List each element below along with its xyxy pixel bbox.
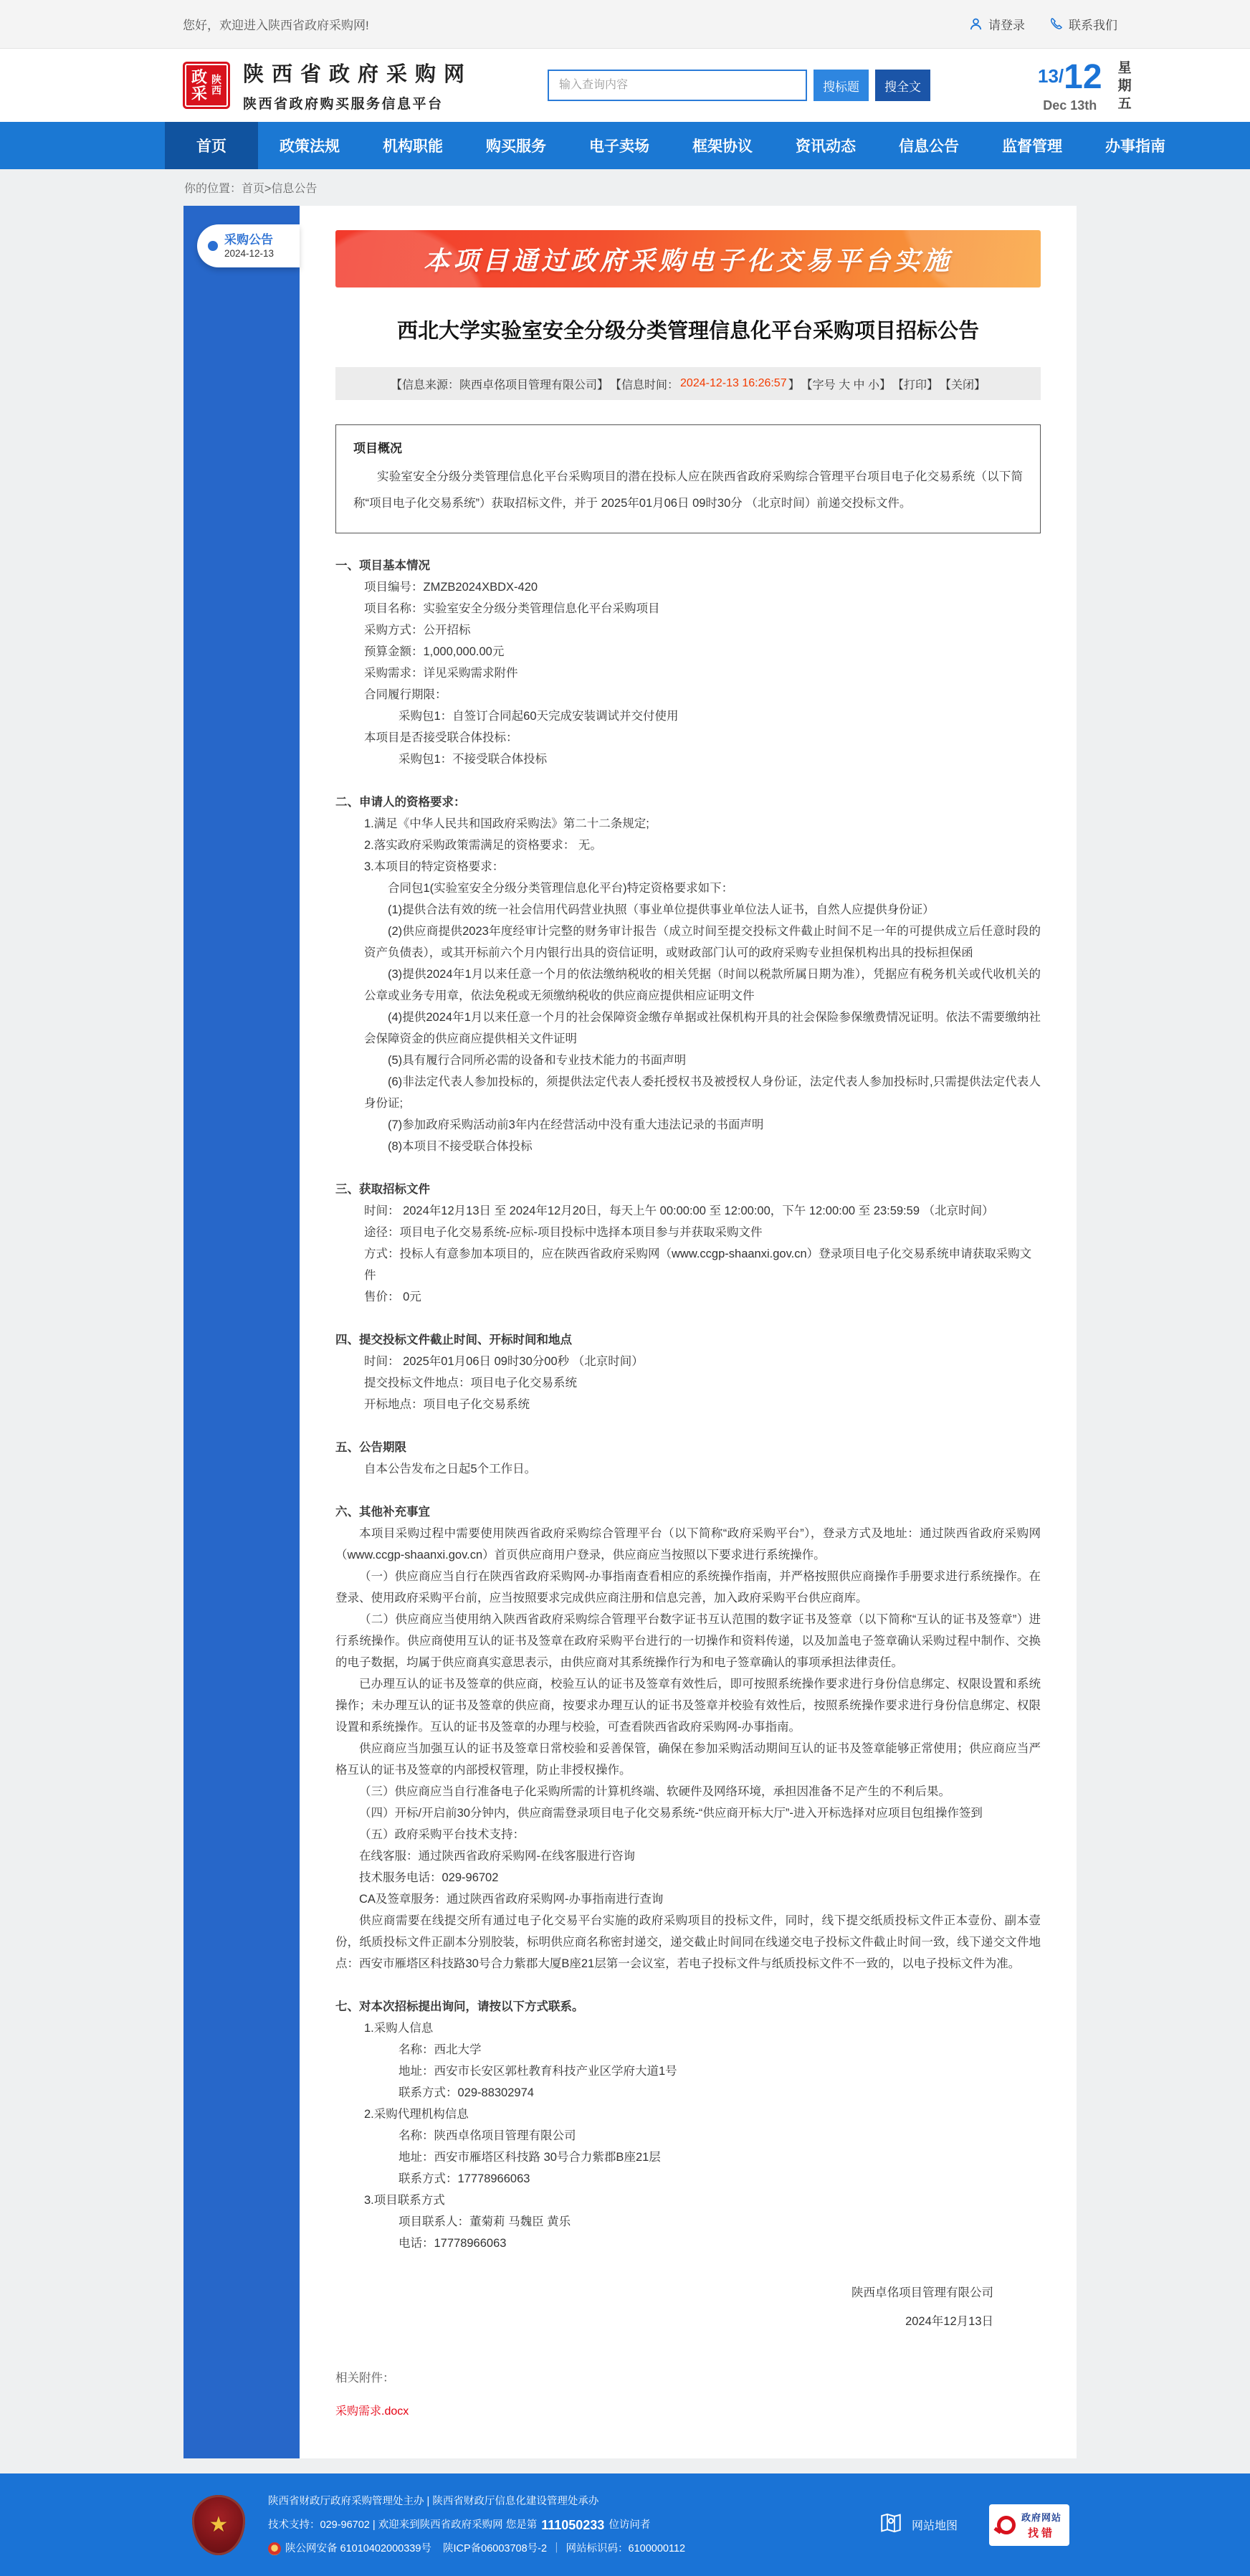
article-line: 名称：陕西卓佲项目管理有限公司 <box>399 2129 576 2142</box>
site-brand <box>243 58 472 113</box>
overview-text: 实验室安全分级分类管理信息化平台采购项目的潜在投标人应在陕西省政府采购综合管理平台项目电子化交易系统（以下简称“项目电子化交易系统”）获取招标文件，并于 2025年01月06日 09时30分 （北京时间）前递交投标文件。 <box>353 470 1023 510</box>
article-line: （二）供应商应当使用纳入陕西省政府采购综合管理平台数字证书互认范围的数字证书及签章（以下简称“互认的证书及签章”）进行系统操作。供应商使用互认的证书及签章在政府采购平台进行的一切操作和资料传递，以及加盖电子签章确认采购过程中制作、交换的电子数据，均属于供应商真实意思表示，由供应商对其系统操作行为和电子签章确认的事项承担法律责任。 <box>335 1613 1041 1669</box>
breadcrumb-current: >信息公告 <box>264 183 318 195</box>
section-heading: 七、对本次招标提出询问，请按以下方式联系。 <box>335 2000 584 2013</box>
signature-block <box>335 2278 1041 2336</box>
beian-icp-link[interactable]: 陕ICP备06003708号-2 <box>442 2542 548 2554</box>
nav-item-4[interactable]: 电子卖场 <box>589 138 649 155</box>
map-icon <box>879 2511 903 2539</box>
section-heading: 五、公告期限 <box>335 1441 406 1454</box>
article-line: 本项目是否接受联合体投标： <box>364 731 518 744</box>
section-heading: 四、提交投标文件截止时间、开标时间和地点 <box>335 1334 572 1346</box>
contact-us-button[interactable]: 联系我们 <box>1049 15 1117 33</box>
article-line: 开标地点：项目电子化交易系统 <box>364 1398 530 1411</box>
signature-date: 2024年12月13日 <box>905 2315 993 2328</box>
article-line: 项目联系人：董菊莉 马魏臣 黄乐 <box>399 2215 571 2228</box>
gov-site-error-report-button[interactable]: 政府网站 找错 <box>989 2504 1069 2546</box>
date-english: Dec 13th <box>1043 98 1097 113</box>
article-line: (2)供应商提供2023年度经审计完整的财务审计报告（成立时间至提交投标文件截止时间不足一年的可提供成立后任意时段的资产负债表），或其开标前六个月内银行出具的资信证明，或财政部门认可的政府采购专业担保机构出具的投标担保函 <box>364 925 1041 959</box>
beian-ga-link[interactable]: 陕公网安备 61010402000339号 <box>285 2542 431 2554</box>
nav-item-5[interactable]: 框架协议 <box>692 138 753 155</box>
signature-company: 陕西卓佲项目管理有限公司 <box>851 2286 993 2299</box>
article-line: (8)本项目不接受联合体投标 <box>388 1140 533 1153</box>
meta-time-prefix: 【信息时间： <box>610 379 679 391</box>
sitemap-link[interactable] <box>879 2511 958 2539</box>
site-footer <box>0 2473 1250 2576</box>
date-widget <box>1038 57 1172 114</box>
site-code: 网站标识码：6100000112 <box>566 2542 686 2554</box>
category-tab-procurement-notice[interactable] <box>197 224 300 267</box>
phone-icon <box>1049 17 1063 31</box>
article-line: 采购包1：自签订合同起60天完成安装调试并交付使用 <box>399 710 679 723</box>
nav-item-1[interactable]: 政策法规 <box>280 138 340 155</box>
article-line: 2.落实政府采购政策需满足的资格要求： 无。 <box>364 839 602 852</box>
article-line: 提交投标文件地点：项目电子化交易系统 <box>364 1377 577 1389</box>
content-panel <box>300 206 1077 2458</box>
article-line: 技术服务电话：029-96702 <box>359 1871 499 1884</box>
breadcrumb <box>0 169 1250 206</box>
article-line: 2.采购代理机构信息 <box>364 2108 469 2121</box>
article-title: 西北大学实验室安全分级分类管理信息化平台采购项目招标公告 <box>396 320 979 343</box>
print-button[interactable]: 【打印】 <box>892 379 938 391</box>
article-line: 3.本项目的特定资格要求： <box>364 860 505 873</box>
main-area <box>0 206 1250 2473</box>
search-title-button[interactable]: 搜标题 <box>814 70 869 101</box>
article-line: (1)提供合法有效的统一社会信用代码营业执照（事业单位提供事业单位法人证书，自然人应提供身份证） <box>388 903 935 916</box>
article-line: 项目名称：实验室安全分级分类管理信息化平台采购项目 <box>364 602 660 615</box>
site-logo[interactable]: 政采 陕西 <box>183 62 230 109</box>
date-day: 13/ <box>1038 65 1064 87</box>
sitemap-label: 网站地图 <box>911 2520 958 2532</box>
welcome-text: 您好，欢迎进入陕西省政府采购网! <box>183 19 369 32</box>
date-weekday: 星期五 <box>1115 60 1131 114</box>
article-line: (5)具有履行合同所必需的设备和专业技术能力的书面声明 <box>388 1054 687 1067</box>
search-fulltext-button[interactable]: 搜全文 <box>875 70 930 101</box>
main-nav-bar <box>0 122 1250 169</box>
banner-text: 本项目通过政府采购电子化交易平台实施 <box>423 245 953 275</box>
section-heading: 三、获取招标文件 <box>335 1183 430 1196</box>
article-line: 采购需求：详见采购需求附件 <box>364 667 518 680</box>
eprocurement-banner <box>335 230 1041 287</box>
left-category-rail <box>183 206 300 2458</box>
article-line: (6)非法定代表人参加投标的，须提供法定代表人委托授权书及被授权人身份证，法定代表人参加投标时,只需提供法定代表人身份证; <box>364 1075 1041 1110</box>
government-emblem-icon: ★ <box>192 2495 245 2555</box>
article-line: 已办理互认的证书及签章的供应商，校验互认的证书及签章有效性后，即可按照系统操作要求进行身份信息绑定、权限设置和系统操作；未办理互认的证书及签章的供应商，按要求办理互认的证书及签章并校验有效性后，按照系统操作要求进行身份信息绑定、权限设置和系统操作。互认的证书及签章的办理与校验，可查看陕西省政府采购网-办事指南。 <box>335 1678 1041 1734</box>
article-line: （三）供应商应当自行准备电子化采购所需的计算机终端、软硬件及网络环境，承担因准备不足产生的不利后果。 <box>359 1785 950 1798</box>
visitor-count: 111050233 <box>541 2517 605 2532</box>
close-button[interactable]: 【关闭】 <box>939 379 986 391</box>
article-line: 方式：投标人有意参加本项目的，应在陕西省政府采购网（www.ccgp-shaanxi.gov.cn）登录项目电子化交易系统申请获取采购文件 <box>364 1247 1032 1282</box>
meta-time-suffix: 】 <box>788 379 800 391</box>
public-security-badge-icon <box>268 2542 281 2555</box>
article-line: (7)参加政府采购活动前3年内在经营活动中没有重大违法记录的书面声明 <box>388 1118 764 1131</box>
category-tab-label: 采购公告 <box>224 232 273 247</box>
article-meta-bar <box>335 367 1041 400</box>
article-line: 电话：17778966063 <box>399 2237 507 2250</box>
article-line: 名称：西北大学 <box>399 2043 482 2056</box>
attachment-file-link[interactable]: 采购需求.docx <box>335 2405 409 2418</box>
breadcrumb-home-link[interactable]: 首页 <box>242 183 265 195</box>
section-heading: 一、项目基本情况 <box>335 559 430 572</box>
search-bar <box>548 70 930 101</box>
site-title: 陕西省政府采购网 <box>243 63 473 86</box>
article-line: 预算金额：1,000,000.00元 <box>364 645 505 658</box>
article-line: 时间： 2024年12月13日 至 2024年12月20日，每天上午 00:00:00 至 12:00:00，下午 12:00:00 至 23:59:59 （北京时间） <box>364 1204 994 1217</box>
font-size-control[interactable]: 【字号 大 中 小】 <box>801 379 891 391</box>
footer-beian-line: 陕公网安备 61010402000339号 陕ICP备06003708号-2 ｜ 网站标识码：6100000112 <box>268 2540 685 2557</box>
article-line: 联系方式：17778966063 <box>399 2172 530 2185</box>
magnifier-icon <box>997 2516 1016 2534</box>
article-line: （五）政府采购平台技术支持： <box>359 1828 525 1841</box>
overview-heading: 项目概况 <box>353 442 402 455</box>
article-line: 时间： 2025年01月06日 09时30分00秒 （北京时间） <box>364 1355 644 1368</box>
article-line: （一）供应商应当自行在陕西省政府采购网-办事指南查看相应的系统操作指南，并严格按照供应商操作手册要求进行系统操作。在登录、使用政府采购平台前，应当按照要求完成供应商注册和信息完善，加入政府采购平台供应商库。 <box>335 1570 1041 1605</box>
attachments-section <box>335 2367 1041 2418</box>
article-body <box>335 555 1041 2254</box>
article-line: 1.满足《中华人民共和国政府采购法》第二十二条规定; <box>364 817 649 830</box>
nav-item-3[interactable]: 购买服务 <box>486 138 546 155</box>
article-line: 合同履行期限： <box>364 688 447 701</box>
article-line: (3)提供2024年1月以来任意一个月的依法缴纳税收的相关凭据（时间以税款所属日期为准），凭据应有税务机关或代收机关的公章或业务专用章，依法免税或无须缴纳税收的供应商应提供相应证明文件 <box>364 968 1041 1002</box>
article-line: 3.项目联系方式 <box>364 2194 445 2207</box>
date-month: 12 <box>1064 57 1102 96</box>
section-heading: 六、其他补充事宜 <box>335 1506 430 1518</box>
nav-item-8[interactable]: 监督管理 <box>1002 138 1062 155</box>
nav-item-2[interactable]: 机构职能 <box>383 138 443 155</box>
article-line: 自本公告发布之日起5个工作日。 <box>364 1463 537 1475</box>
section-heading: 二、申请人的资格要求： <box>335 796 466 809</box>
breadcrumb-prefix: 你的位置： <box>184 183 242 195</box>
site-header <box>0 49 1250 122</box>
article-line: 途径：项目电子化交易系统-应标-项目投标中选择本项目参与并获取采购文件 <box>364 1226 763 1239</box>
article-line: 地址：西安市雁塔区科技路 30号合力紫郡B座21层 <box>399 2151 661 2164</box>
footer-sponsor-line: 陕西省财政厅政府采购管理处主办 | 陕西省财政厅信息化建设管理处承办 <box>268 2495 599 2507</box>
article-line: CA及签章服务：通过陕西省政府采购网-办事指南进行查询 <box>359 1893 664 1906</box>
article-line: 合同包1(实验室安全分级分类管理信息化平台)特定资格要求如下： <box>388 882 734 895</box>
nav-item-0[interactable]: 首页 <box>165 122 258 169</box>
footer-support-line: 技术支持：029-96702 | 欢迎来到陕西省政府采购网 您是第 111050233 位访问者 <box>268 2517 651 2532</box>
article-line: 供应商需要在线提交所有通过电子化交易平台实施的政府采购项目的投标文件，同时，线下提交纸质投标文件正本壹份、副本壹份，纸质投标文件正副本分别胶装，标明供应商名称密封递交，递交截止时间同在线递交电子投标文件截止时间一致，线下递交文件地点：西安市雁塔区科技路30号合力紫郡大厦B座21层第一会议室，若电子投标文件与纸质投标文件不一致的，以电子投标文件为准。 <box>335 1914 1041 1970</box>
main-nav <box>165 122 1165 169</box>
user-icon <box>969 17 983 31</box>
nav-item-7[interactable]: 信息公告 <box>899 138 959 155</box>
meta-time: 2024-12-13 16:26:57 <box>680 377 787 389</box>
bullet-dot-icon <box>208 241 218 251</box>
login-button[interactable]: 请登录 <box>969 15 1025 33</box>
top-utility-bar <box>0 0 1250 49</box>
article-line: 1.采购人信息 <box>364 2022 434 2035</box>
article-line: 本项目采购过程中需要使用陕西省政府采购综合管理平台（以下简称“政府采购平台”），登录方式及地址：通过陕西省政府采购网（www.ccgp-shaanxi.gov.cn）首页供应商用户登录，供应商应当按照以下要求进行系统操作。 <box>335 1527 1041 1562</box>
project-overview-box <box>335 424 1041 533</box>
search-input[interactable] <box>548 70 807 101</box>
nav-item-9[interactable]: 办事指南 <box>1105 138 1165 155</box>
article-line: 售价： 0元 <box>364 1291 421 1303</box>
site-subtitle: 陕西省政府购买服务信息平台 <box>243 97 444 112</box>
article-line: 地址：西安市长安区郭杜教育科技产业区学府大道1号 <box>399 2065 677 2078</box>
article-line: (4)提供2024年1月以来任意一个月的社会保障资金缴存单据或社保机构开具的社会保险参保缴费情况证明。依法不需要缴纳社会保障资金的供应商应提供相关文件证明 <box>364 1011 1041 1045</box>
article-line: （四）开标/开启前30分钟内，供应商需登录项目电子化交易系统-“供应商开标大厅”-进入开标选择对应项目包组操作签到 <box>359 1807 983 1820</box>
article-line: 采购包1：不接受联合体投标 <box>399 753 548 766</box>
article-line: 联系方式：029-88302974 <box>399 2086 534 2099</box>
article-line: 在线客服：通过陕西省政府采购网-在线客服进行咨询 <box>359 1850 635 1863</box>
article-line: 采购方式：公开招标 <box>364 624 471 637</box>
attachments-label: 相关附件： <box>335 2372 395 2385</box>
meta-source: 【信息来源：陕西卓佲项目管理有限公司】 <box>391 379 609 391</box>
article-line: 项目编号：ZMZB2024XBDX-420 <box>364 581 538 594</box>
article-line: 供应商应当加强互认的证书及签章日常校验和妥善保管，确保在参加采购活动期间互认的证书及签章能够正常使用；供应商应当严格互认的证书及签章的内部授权管理，防止非授权操作。 <box>335 1742 1041 1777</box>
nav-item-6[interactable]: 资讯动态 <box>796 138 856 155</box>
category-tab-date: 2024-12-13 <box>224 247 275 259</box>
